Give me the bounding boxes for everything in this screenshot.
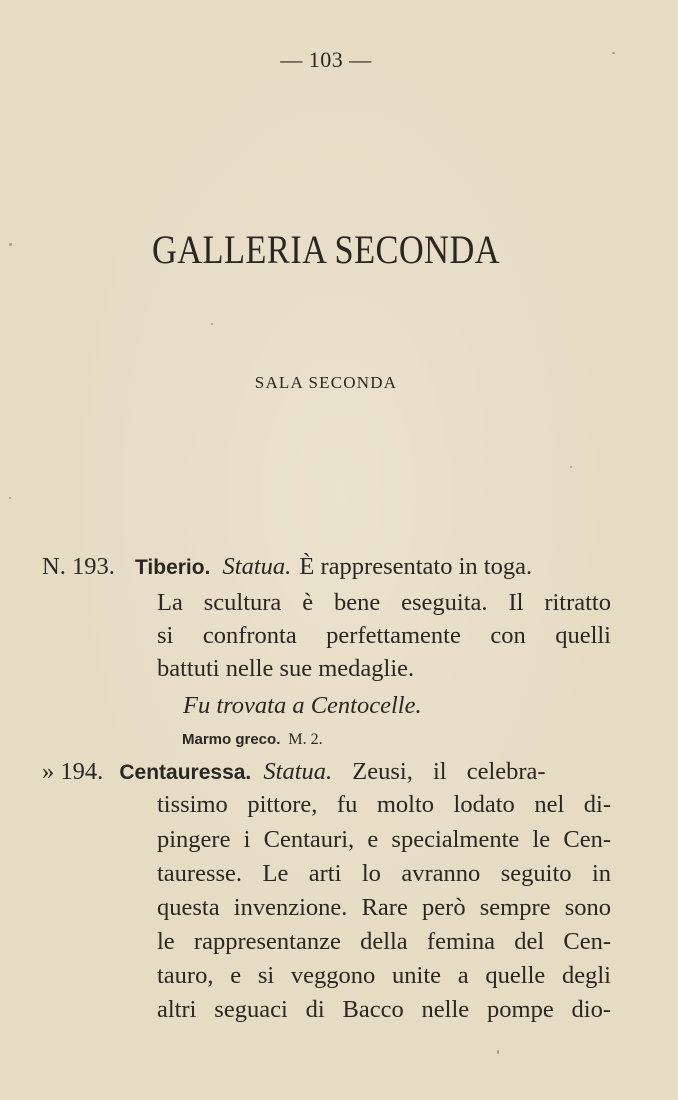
entry-194-first-line xyxy=(42,755,546,790)
page-number: — 103 — xyxy=(280,47,372,72)
paper-speck xyxy=(570,466,572,468)
entry-193-description-start: È rappresentato in toga. xyxy=(299,553,533,580)
entry-194-description-line: tissimo pittore, fu molto lodato nel di- xyxy=(157,791,611,818)
entry-194-description-line: le rappresentanze della femina del Cen- xyxy=(157,928,611,955)
paper-speck xyxy=(9,497,11,499)
entry-193-description-line: La scultura è bene eseguita. Il ritratto xyxy=(157,589,611,616)
entry-193-material: Marmo greco. xyxy=(182,731,281,748)
entry-194-description-line: questa invenzione. Rare però sempre sono xyxy=(157,894,611,921)
paper-speck xyxy=(211,323,213,325)
entry-194-description-line: pingere i Centauri, e specialmente le Cen- xyxy=(157,826,611,853)
gallery-title: GALLERIA SECONDA xyxy=(151,227,501,272)
entry-193-type: Statua. xyxy=(222,553,292,580)
entry-194-type: Statua. xyxy=(263,758,333,785)
entry-193-material-line xyxy=(182,729,323,751)
entry-193-number: N. 193. xyxy=(42,553,115,580)
entry-194-name: Centauressa. xyxy=(119,761,252,784)
entry-194-description-line: altri seguaci di Bacco nelle pompe dio- xyxy=(157,996,611,1023)
paper-speck xyxy=(612,52,615,54)
paper-speck xyxy=(9,243,12,246)
entry-194-description-start: Zeusi, il celebra- xyxy=(352,758,546,785)
entry-193-description-line: battuti nelle sue medaglie. xyxy=(157,655,415,682)
entry-193-description-line: si confronta perfettamente con quelli xyxy=(157,622,611,649)
entry-194-description-line: tauro, e si veggono unite a quelle degli xyxy=(157,962,611,989)
entry-193-name: Tiberio. xyxy=(134,556,211,579)
entry-193-measure: M. 2. xyxy=(288,731,323,748)
entry-194-number: » 194. xyxy=(42,758,104,785)
entry-194-description-line: tauresse. Le arti lo avranno seguito in xyxy=(157,860,611,887)
entry-193-findspot: Fu trovata a Centocelle. xyxy=(183,692,422,719)
paper-speck xyxy=(497,1050,499,1054)
room-title: SALA SECONDA xyxy=(254,373,398,392)
entry-193-first-line xyxy=(42,550,532,585)
